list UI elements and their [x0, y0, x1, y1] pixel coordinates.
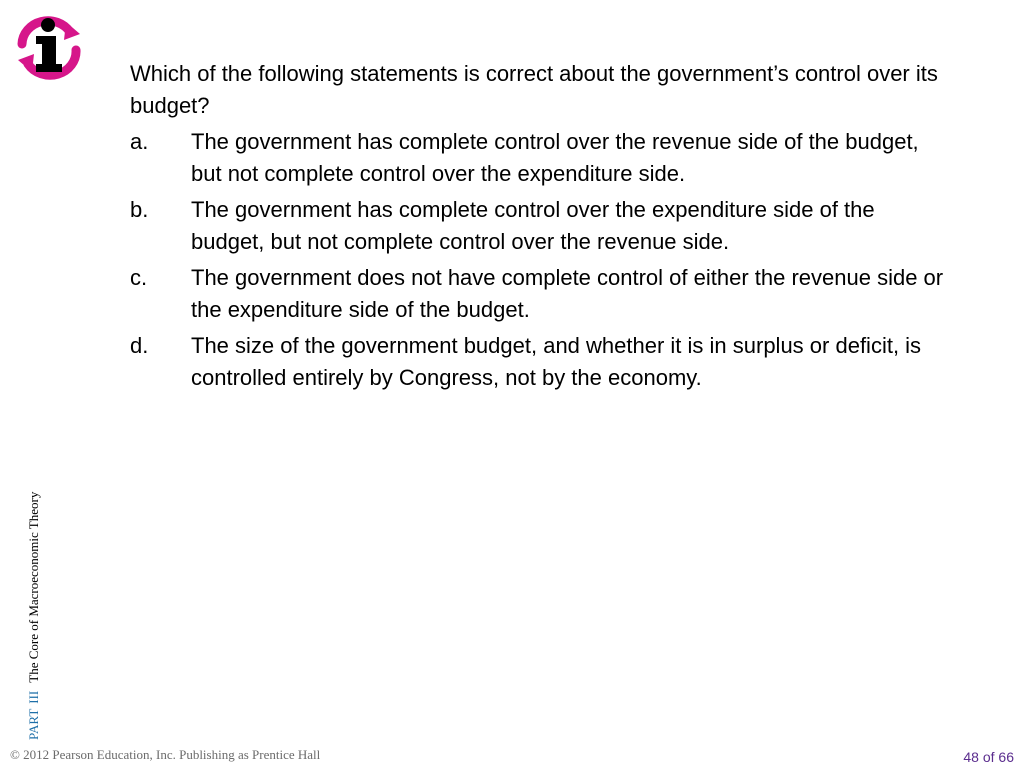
option-text: The government has complete control over the expenditure side of the budget, but not complete control over the revenue side.: [191, 197, 875, 254]
option-text: The government has complete control over the revenue side of the budget, but not complete control over the expenditure side.: [191, 129, 919, 186]
part-title: The Core of Macroeconomic Theory: [26, 491, 41, 683]
option-d: [130, 330, 950, 394]
info-i-icon: [12, 14, 86, 80]
part-number: III: [26, 690, 41, 704]
option-b: [130, 194, 950, 258]
option-letter: d.: [130, 333, 149, 358]
part-side-label: [26, 492, 42, 740]
page-counter: 48 of 66: [963, 749, 1014, 765]
option-letter: a.: [130, 129, 149, 154]
answer-options: [130, 126, 950, 394]
option-letter: c.: [130, 265, 148, 290]
part-word: PART: [26, 708, 41, 740]
copyright-notice: © 2012 Pearson Education, Inc. Publishing as Prentice Hall: [10, 747, 321, 762]
option-letter: b.: [130, 197, 149, 222]
option-a: [130, 126, 950, 190]
option-text: The size of the government budget, and whether it is in surplus or deficit, is controlled entirely by Congress, not by the economy.: [191, 333, 922, 390]
question-text: Which of the following statements is correct about the government’s control over its budget?: [130, 61, 938, 118]
question-block: [130, 58, 950, 398]
option-text: The government does not have complete control of either the revenue side or the expenditure side of the budget.: [191, 265, 944, 322]
option-c: [130, 262, 950, 326]
